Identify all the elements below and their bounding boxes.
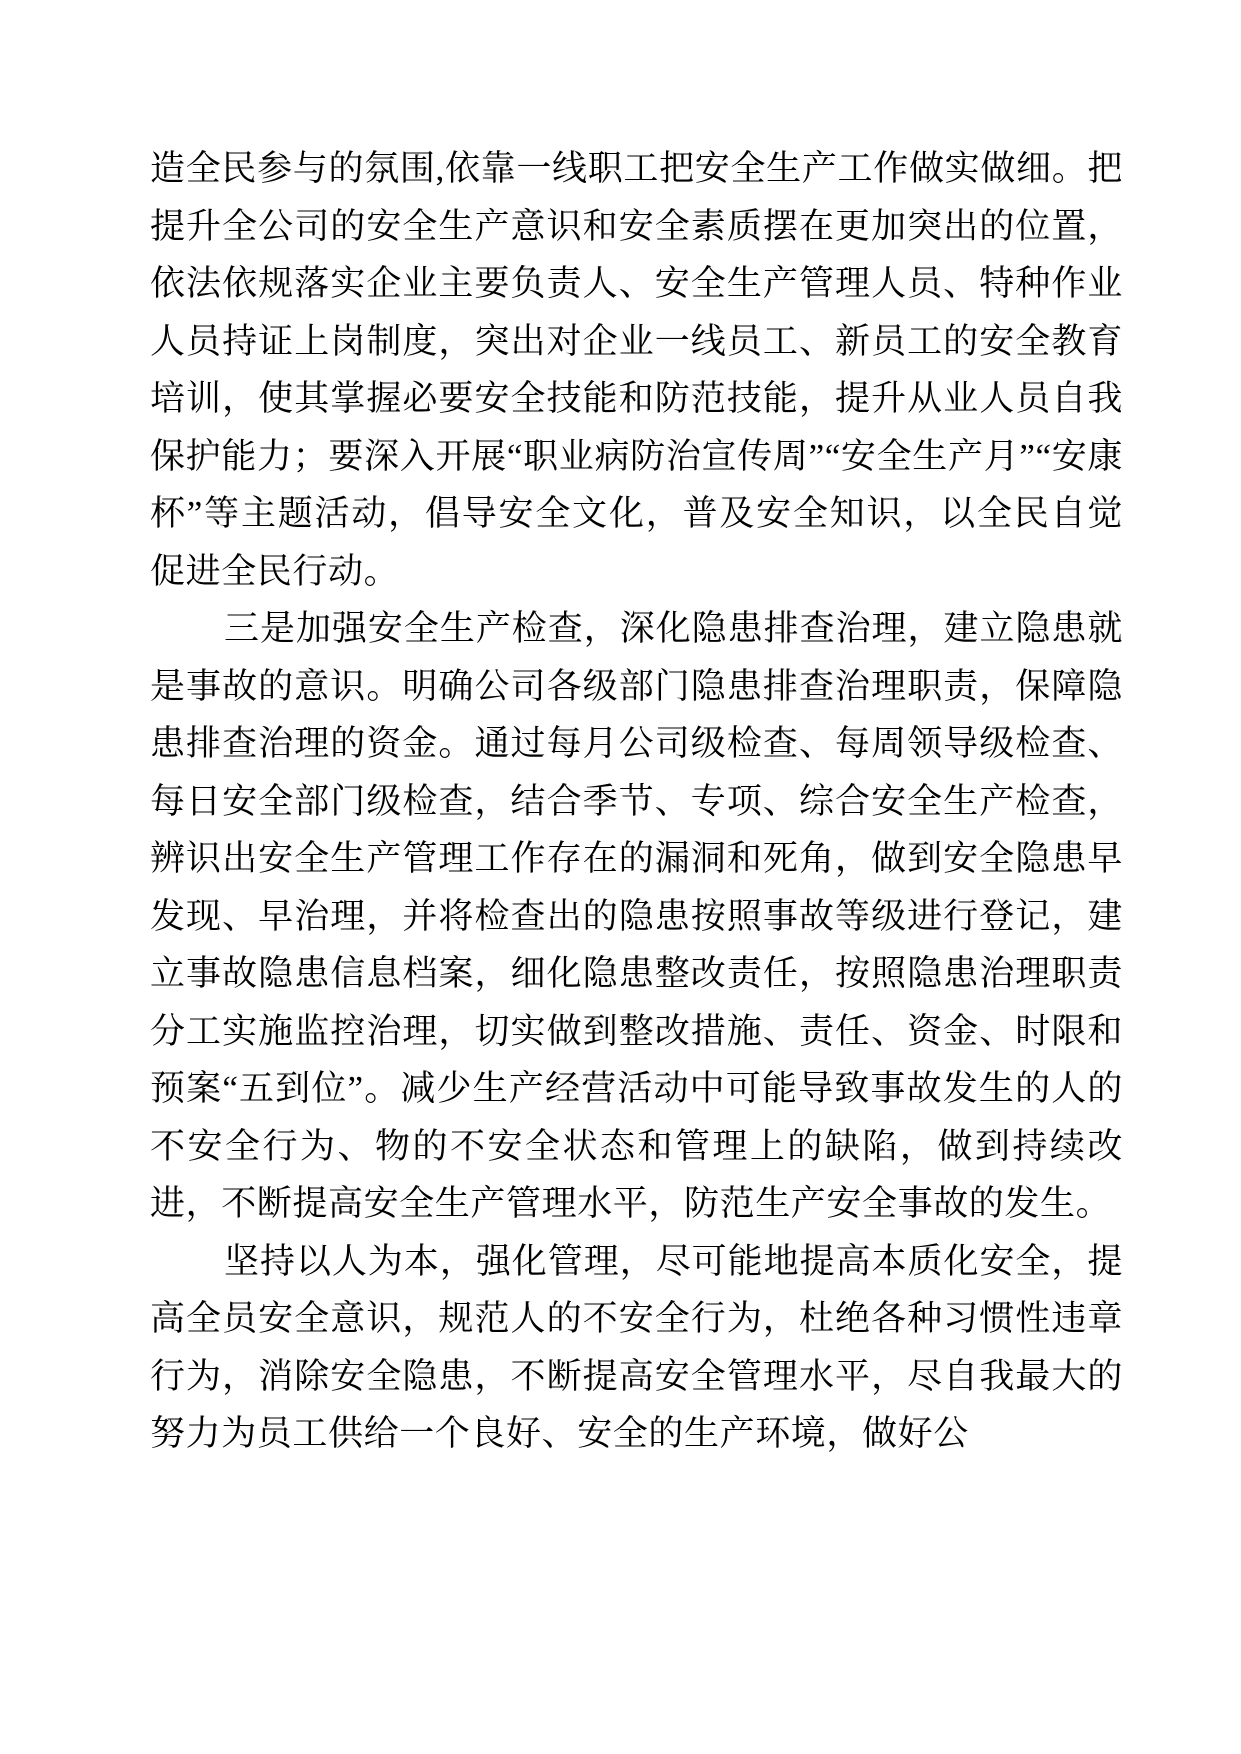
paragraph-1: 造全民参与的氛围,依靠一线职工把安全生产工作做实做细。把提升全公司的安全生产意识和安全素质摆在更加突出的位置，依法依规落实企业主要负责人、安全生产管理人员、特种作业人员持证上岗制度，突出对企业一线员工、新员工的安全教育培训，使其掌握必要安全技能和防范技能，提升从业人员自我保护能力；要深入开展“职业病防治宣传周”“安全生产月”“安康杯”等主题活动，倡导安全文化，普及安全知识，以全民自觉促进全民行动。 bbox=[150, 149, 1123, 591]
paragraph-2: 三是加强安全生产检查，深化隐患排查治理，建立隐患就是事故的意识。明确公司各级部门隐患排查治理职责，保障隐患排查治理的资金。通过每月公司级检查、每周领导级检查、每日安全部门级检查，结合季节、专项、综合安全生产检查，辨识出安全生产管理工作存在的漏洞和死角，做到安全隐患早发现、早治理，并将检查出的隐患按照事故等级进行登记，建立事故隐患信息档案，细化隐患整改责任，按照隐患治理职责分工实施监控治理，切实做到整改措施、责任、资金、时限和预案“五到位”。减少生产经营活动中可能导致事故发生的人的不安全行为、物的不安全状态和管理上的缺陷，做到持续改进，不断提高安全生产管理水平，防范生产安全事故的发生。 bbox=[150, 609, 1123, 1223]
document-body bbox=[150, 140, 1123, 1463]
paragraph-3: 坚持以人为本，强化管理，尽可能地提高本质化安全，提高全员安全意识，规范人的不安全行为，杜绝各种习惯性违章行为，消除安全隐患，不断提高安全管理水平，尽自我最大的努力为员工供给一个良好、安全的生产环境，做好公 bbox=[150, 1241, 1123, 1453]
